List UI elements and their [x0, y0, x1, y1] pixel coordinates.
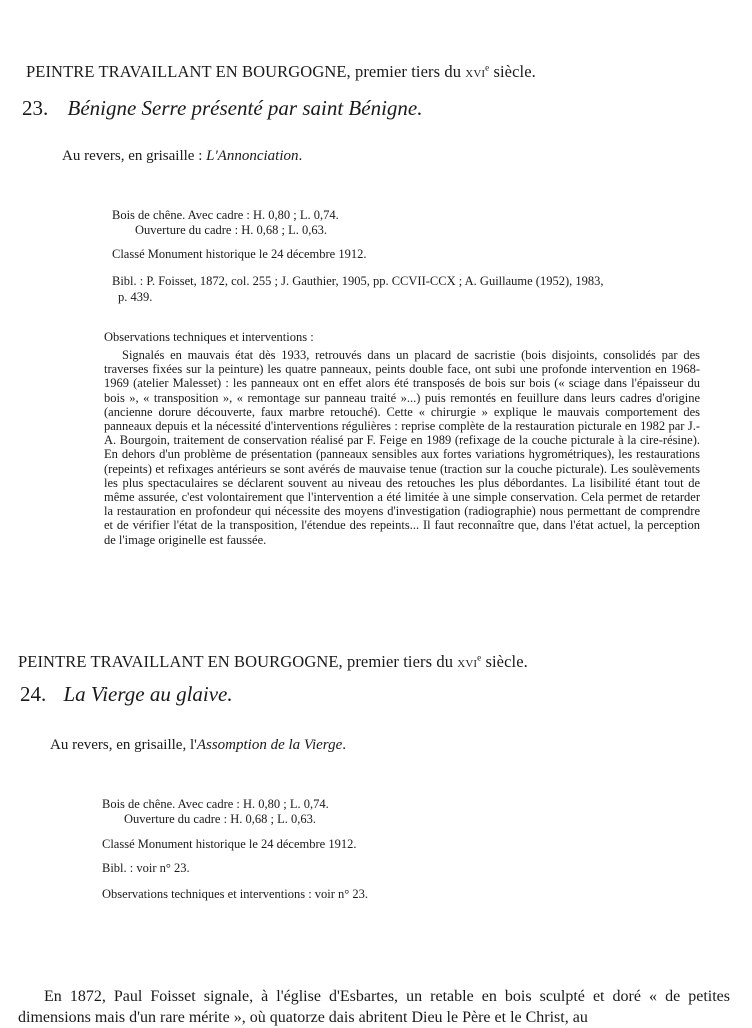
entry-23-bibliography-line-1: Bibl. : P. Foisset, 1872, col. 255 ; J. Gauthier, 1905, pp. CCVII-CCX ; A. Guillaume (1952), 1983, [112, 274, 604, 288]
entry-23-number: 23. [22, 96, 49, 120]
entry-24-title-text: La Vierge au glaive. [63, 682, 233, 706]
entry-23-century: xvi [465, 65, 486, 81]
entry-24-verso: Au revers, en grisaille, l'Assomption de la Vierge. [50, 737, 346, 753]
entry-23-century-sup: e [485, 62, 490, 73]
entry-24-dimensions-line-1: Bois de chêne. Avec cadre : H. 0,80 ; L. 0,74. [102, 797, 329, 811]
entry-24-observations: Observations techniques et interventions : voir n° 23. [102, 887, 369, 901]
entry-23-bibliography-line-2: p. 439. [118, 290, 153, 304]
entry-24-title [20, 682, 233, 707]
entry-23-title-text: Bénigne Serre présenté par saint Bénigne. [67, 96, 423, 120]
entry-24-verso-title: Assomption de la Vierge [196, 737, 343, 753]
entry-23-observations-heading: Observations techniques et interventions : [104, 330, 314, 344]
entry-23-dimensions-line-1: Bois de chêne. Avec cadre : H. 0,80 ; L. 0,74. [112, 208, 339, 222]
entry-24-classement: Classé Monument historique le 24 décembre 1912. [102, 837, 357, 851]
entry-24-century-suffix: siècle. [481, 652, 528, 671]
entry-23-attribution: PEINTRE TRAVAILLANT EN BOURGOGNE, premier tiers du xvi$^e$ siècle. [26, 62, 536, 81]
entry-24-century-sup: e [477, 652, 482, 663]
entry-23-verso: Au revers, en grisaille : L'Annonciation. [62, 148, 303, 164]
entry-23-century-suffix: siècle. [489, 62, 536, 81]
entry-24-century: xvi [457, 655, 478, 671]
entry-24-number: 24. [20, 682, 47, 706]
entry-23-observations-text: Signalés en mauvais état dès 1933, retrouvés dans un placard de sacristie (bois disjoints, consolidés par des traverses fixées sur la peinture) les quatre panneaux, peints double face, ont subi une profonde intervention en 1968-1969 (atelier Malesset) : les panneaux ont en effet alors été transposés de bois sur bois (« sciage dans l'épaisseur du bois », « transposition », « remontage sur panneau traité »...) puis remontés en feuillure dans leurs cadres d'origine (ancienne dorure découverte, faux marbre retouché). Cette « chirurgie » explique le mauvais comportement des panneaux depuis et la nécessité d'interventions régulières : reprise complète de la restauration picturale en 1982 par J.-A. Bourgoin, traitement de conservation réalisé par F. Feige en 1989 (refixage de la couche picturale à la cire-résine). En dehors d'un problème de présentation (panneaux sensibles aux fortes variations hygrométriques), les restaurations (repeints) et refixages antérieurs se sont avérés de mauvaise tenue (traction sur la couche picturale). Les soulèvements les plus spectaculaires se déclarent souvent au niveau des retouches les plus débordantes. La lisibilité étant tout de même assurée, c'est volontairement que l'intervention a été limitée à une simple conservation. Cela permet de retarder la restauration en profondeur qui nécessite des moyens d'investigation (radiographie) nous permettant de comprendre et de vérifier l'état de la transposition, l'étendue des repeints... Il faut reconnaître que, dans l'état actuel, la perception de l'image originelle est faussée. [104, 348, 700, 547]
entry-24-attribution: PEINTRE TRAVAILLANT EN BOURGOGNE, premier tiers du xvi$^e$ siècle. [18, 652, 528, 671]
entry-23-title [22, 96, 422, 121]
entry-24-dimensions-line-2: Ouverture du cadre : H. 0,68 ; L. 0,63. [124, 812, 316, 826]
entry-23-classement: Classé Monument historique le 24 décembre 1912. [112, 247, 367, 261]
entry-23-dimensions-line-2: Ouverture du cadre : H. 0,68 ; L. 0,63. [135, 223, 327, 237]
closing-paragraph: En 1872, Paul Foisset signale, à l'église d'Esbartes, un retable en bois sculpté et doré « de petites dimensions mais d'un rare mérite », où quatorze dais abritent Dieu le Père et le Christ, au [18, 988, 730, 1026]
entry-24-bibliography: Bibl. : voir n° 23. [102, 861, 190, 875]
entry-23-verso-title: L'Annonciation [206, 148, 299, 164]
